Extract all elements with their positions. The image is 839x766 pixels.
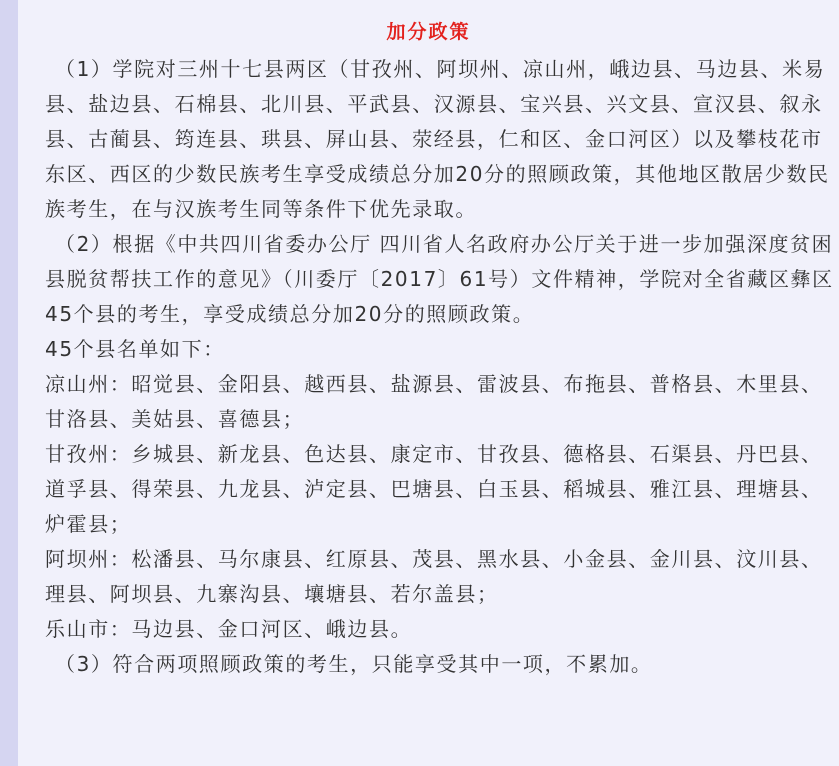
county-list-ganzi: 甘孜州：乡城县、新龙县、色达县、康定市、甘孜县、德格县、石渠县、丹巴县、道孚县、得荣县、九龙县、泸定县、巴塘县、白玉县、稻城县、雅江县、理塘县、炉霍县； — [45, 442, 823, 536]
policy-content — [45, 52, 835, 682]
county-list-leshan: 乐山市：马边县、金口河区、峨边县。 — [45, 617, 413, 641]
policy-item-2: （2）根据《中共四川省委办公厅 四川省人名政府办公厅关于进一步加强深度贫困县脱贫帮扶工作的意见》（川委厅〔2017〕61号）文件精神，学院对全省藏区彝区45个县的考生，享受成绩总分加20分的照顾政策。 — [45, 232, 834, 326]
section-title: 加分政策 — [386, 21, 471, 43]
county-list-heading: 45个县名单如下： — [45, 337, 225, 361]
policy-item-1: （1）学院对三州十七县两区（甘孜州、阿坝州、凉山州，峨边县、马边县、米易县、盐边县、石棉县、北川县、平武县、汉源县、宝兴县、兴文县、宣汉县、叙永县、古蔺县、筠连县、珙县、屏山县、荥经县，仁和区、金口河区）以及攀枝花市东区、西区的少数民族考生享受成绩总分加20分的照顾政策，其他地区散居少数民族考生，在与汉族考生同等条件下优先录取。 — [45, 57, 830, 221]
policy-item-3: （3）符合两项照顾政策的考生，只能享受其中一项，不累加。 — [55, 652, 653, 676]
county-list-liangshan: 凉山州：昭觉县、金阳县、越西县、盐源县、雷波县、布拖县、普格县、木里县、甘洛县、美姑县、喜德县； — [45, 372, 823, 431]
county-list-aba: 阿坝州：松潘县、马尔康县、红原县、茂县、黑水县、小金县、金川县、汶川县、理县、阿坝县、九寨沟县、壤塘县、若尔盖县； — [45, 547, 823, 606]
